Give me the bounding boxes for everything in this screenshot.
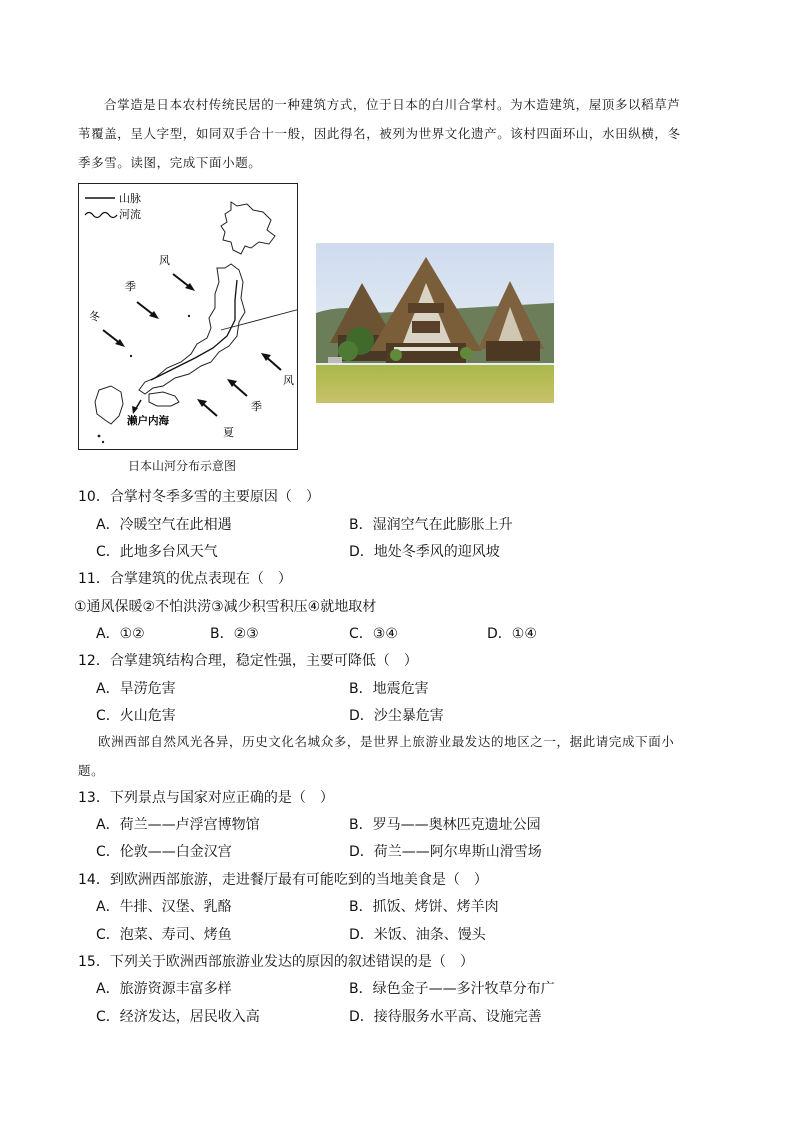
question-15-stem: 15．下列关于欧洲西部旅游业发达的原因的叙述错误的是（ ） — [78, 954, 474, 970]
q13-option-b[interactable]: B．罗马——奥林匹克遗址公园 — [349, 817, 541, 833]
q14-option-a[interactable]: A．牛排、汉堡、乳酪 — [96, 899, 232, 915]
shikoku-outline — [149, 392, 179, 406]
q13-option-a[interactable]: A．荷兰——卢浮宫博物馆 — [96, 817, 260, 833]
winter-label-dong: 冬 — [89, 310, 100, 323]
question-11-stem: 11．合掌建筑的优点表现在（ ） — [78, 571, 292, 587]
gassho-village-photo — [316, 243, 554, 403]
q15-option-a[interactable]: A．旅游资源丰富多样 — [96, 981, 232, 997]
q15-option-d[interactable]: D．接待服务水平高、设施完善 — [349, 1009, 542, 1025]
intro1-line2: 苇覆盖，呈人字型，如同双手合十一般，因此得名，被列为世界文化遗产。该村四面环山，水田纵横，冬 — [78, 126, 681, 141]
intro-paragraph-2 — [78, 727, 718, 785]
legend-river-line — [85, 213, 117, 218]
question-13-stem: 13．下列景点与国家对应正确的是（ ） — [78, 790, 334, 806]
q12-option-d[interactable]: D．沙尘暴危害 — [349, 708, 444, 724]
seto-inland-sea-label: 濑户内海 — [127, 415, 169, 427]
legend-river-label: 河流 — [119, 208, 141, 221]
q11-option-c[interactable]: C．③④ — [349, 626, 398, 642]
hokkaido-outline — [221, 202, 275, 254]
intro1-line1: 合掌造是日本农村传统民居的一种建筑方式，位于日本的白川合掌村。为木造建筑，屋顶多以稻草芦 — [104, 97, 681, 112]
q12-option-b[interactable]: B．地震危害 — [349, 681, 429, 697]
map-caption: 日本山河分布示意图 — [128, 459, 237, 473]
legend-mountain-label: 山脉 — [119, 192, 141, 205]
q11-option-d[interactable]: D．①④ — [487, 626, 537, 642]
q10-option-b[interactable]: B．湿润空气在此膨胀上升 — [349, 517, 513, 533]
summer-label-xia: 夏 — [223, 426, 234, 439]
q10-option-d[interactable]: D．地处冬季风的迎风坡 — [349, 544, 500, 560]
q15-option-b[interactable]: B．绿色金子——多汁牧草分布广 — [349, 981, 555, 997]
japan-map-drawing — [79, 184, 297, 449]
honshu-outline — [139, 264, 245, 394]
summer-label-ji: 季 — [251, 400, 262, 413]
winter-label-ji: 季 — [125, 280, 136, 293]
question-11-choices: ①通风保暖②不怕洪涝③减少积雪积压④就地取材 — [74, 599, 377, 615]
kyushu-outline — [95, 386, 123, 424]
question-14-stem: 14．到欧洲西部旅游，走进餐厅最有可能吃到的当地美食是（ ） — [78, 872, 488, 888]
q13-option-d[interactable]: D．荷兰——阿尔卑斯山滑雪场 — [349, 844, 542, 860]
japan-map — [78, 183, 298, 450]
q14-option-b[interactable]: B．抓饭、烤饼、烤羊肉 — [349, 899, 499, 915]
q12-option-c[interactable]: C．火山危害 — [96, 708, 176, 724]
q12-option-a[interactable]: A．旱涝危害 — [96, 681, 176, 697]
q10-option-a[interactable]: A．冷暖空气在此相遇 — [96, 517, 232, 533]
intro2-line1: 欧洲西部自然风光各异，历史文化名城众多，是世界上旅游业最发达的地区之一，据此请完成下面小 — [98, 734, 675, 749]
q13-option-c[interactable]: C．伦敦——白金汉宫 — [96, 844, 232, 860]
q11-option-a[interactable]: A．①② — [96, 626, 145, 642]
q14-option-c[interactable]: C．泡菜、寿司、烤鱼 — [96, 927, 232, 943]
intro-paragraph-1 — [78, 90, 718, 177]
question-10-stem: 10．合掌村冬季多雪的主要原因（ ） — [78, 489, 320, 505]
intro2-line2: 题。 — [78, 763, 105, 778]
intro1-line3: 季多雪。读图，完成下面小题。 — [78, 155, 262, 170]
question-12-stem: 12．合掌建筑结构合理，稳定性强，主要可降低（ ） — [78, 653, 418, 669]
q10-option-c[interactable]: C．此地多台风天气 — [96, 544, 218, 560]
q14-option-d[interactable]: D．米饭、油条、馒头 — [349, 927, 486, 943]
q15-option-c[interactable]: C．经济发达，居民收入高 — [96, 1009, 260, 1025]
winter-label-feng: 风 — [159, 254, 170, 267]
summer-label-feng: 风 — [283, 374, 294, 387]
q11-option-b[interactable]: B．②③ — [210, 626, 259, 642]
